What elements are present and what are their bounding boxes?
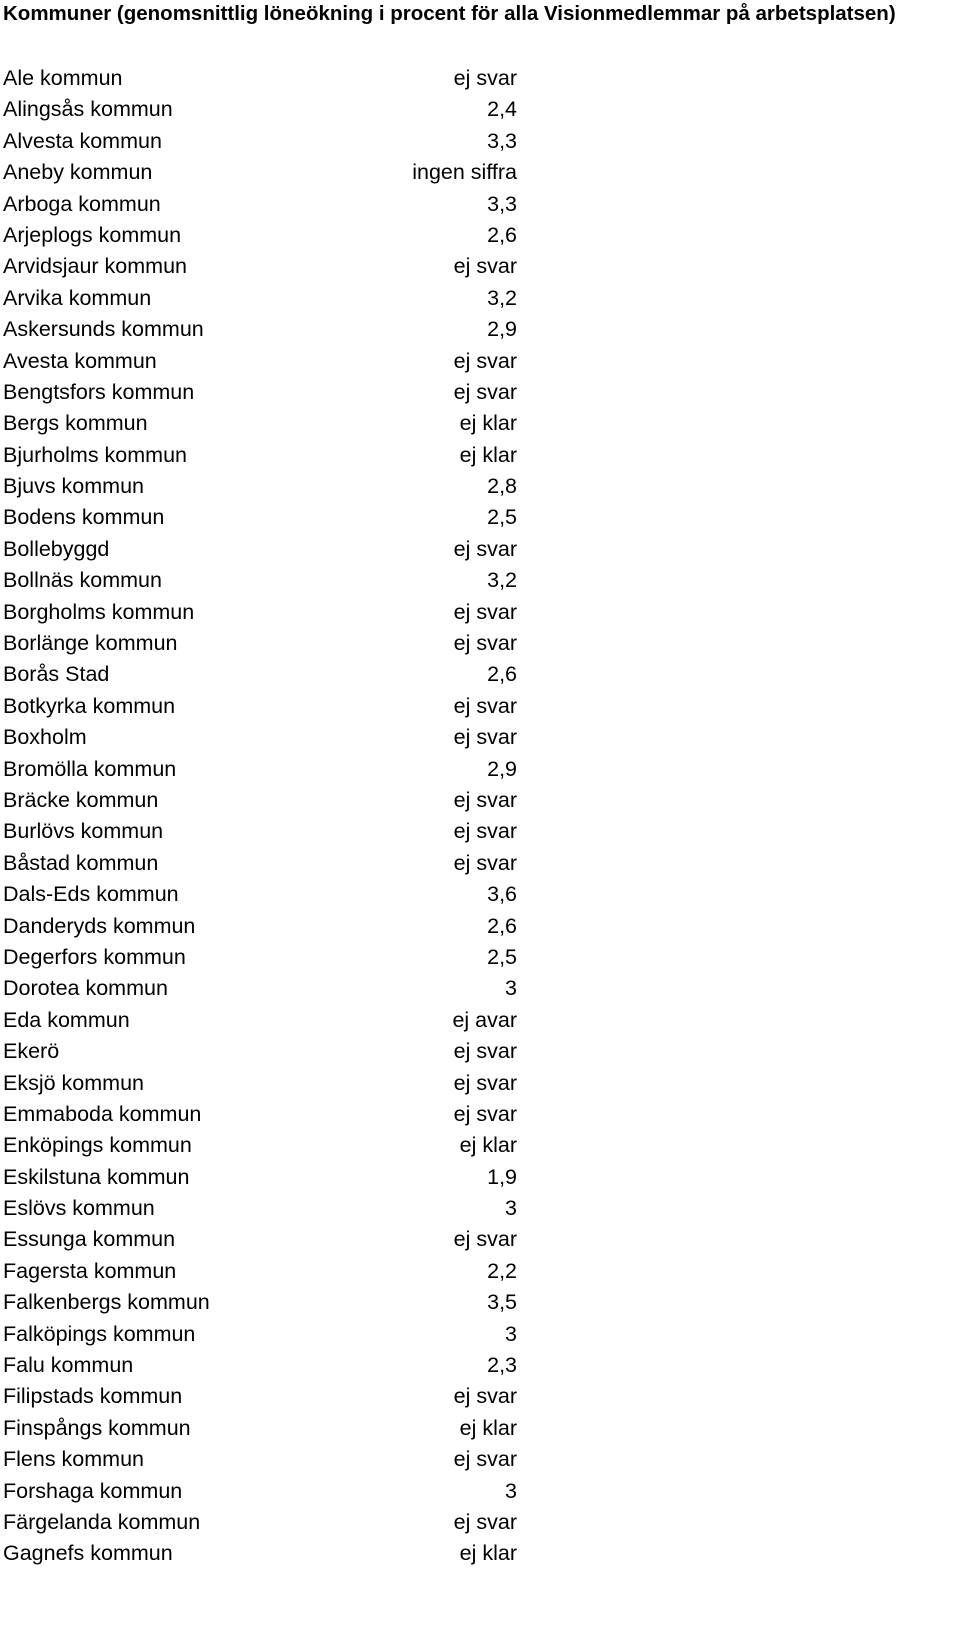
list-item [0,755,520,786]
list-item [0,723,520,754]
municipality-name: Eskilstuna kommun [3,1164,190,1189]
list-item [0,1069,520,1100]
municipality-name: Bodens kommun [3,505,165,530]
municipality-name: Botkyrka kommun [3,693,176,718]
salary-increase-value: ej klar [459,442,517,467]
salary-increase-value: 3 [505,1478,517,1503]
municipality-name: Arvidsjaur kommun [3,254,187,279]
salary-increase-value: ej svar [453,1384,517,1409]
list-item [0,1100,520,1131]
salary-increase-value: 2,3 [487,1353,517,1378]
list-item [0,629,520,660]
list-item [0,1477,520,1508]
municipality-name: Arjeplogs kommun [3,222,182,247]
salary-increase-value: 3 [505,1196,517,1221]
list-item [0,503,520,534]
salary-increase-value: ej klar [459,1541,517,1566]
salary-increase-value: 2,6 [487,222,517,247]
municipality-name: Ekerö [3,1039,60,1064]
list-item [0,315,520,346]
list-item [0,221,520,252]
list-item [0,1163,520,1194]
salary-increase-value: 2,2 [487,1258,517,1283]
municipality-name: Bollebyggd [3,536,110,561]
list-item [0,786,520,817]
list-item [0,1382,520,1413]
municipality-name: Fagersta kommun [3,1258,177,1283]
municipality-name: Boxholm [3,725,87,750]
salary-increase-value: 3,5 [487,1290,517,1315]
salary-increase-value: ingen siffra [412,160,517,185]
municipality-name: Dorotea kommun [3,976,168,1001]
municipality-name: Falkenbergs kommun [3,1290,210,1315]
list-item [0,692,520,723]
salary-increase-value: ej svar [453,1227,517,1252]
municipality-name: Bergs kommun [3,411,148,436]
salary-increase-value: ej svar [453,536,517,561]
municipality-name: Arboga kommun [3,191,161,216]
municipality-name: Bjurholms kommun [3,442,187,467]
salary-increase-value: ej svar [453,66,517,90]
salary-increase-value: ej svar [453,1101,517,1126]
municipality-list [0,64,520,1571]
list-item [0,598,520,629]
list-item [0,849,520,880]
municipality-name: Ale kommun [3,66,123,90]
salary-increase-value: 2,6 [487,913,517,938]
salary-increase-value: 2,6 [487,662,517,687]
municipality-name: Emmaboda kommun [3,1101,202,1126]
salary-increase-value: ej svar [453,348,517,373]
municipality-name: Eslövs kommun [3,1196,155,1221]
list-item [0,252,520,283]
list-item [0,1445,520,1476]
municipality-name: Gagnefs kommun [3,1541,173,1566]
list-item [0,472,520,503]
salary-increase-value: 2,4 [487,97,517,122]
municipality-name: Bengtsfors kommun [3,379,195,404]
salary-increase-value: ej svar [453,819,517,844]
municipality-name: Falu kommun [3,1353,134,1378]
municipality-name: Bräcke kommun [3,787,159,812]
list-item [0,943,520,974]
municipality-name: Aneby kommun [3,160,153,185]
salary-increase-value: 2,5 [487,505,517,530]
salary-increase-value: 3 [505,1321,517,1346]
municipality-name: Alvesta kommun [3,128,162,153]
salary-increase-value: ej svar [453,1070,517,1095]
municipality-name: Forshaga kommun [3,1478,183,1503]
list-item [0,912,520,943]
municipality-name: Alingsås kommun [3,97,173,122]
list-item [0,1320,520,1351]
salary-increase-value: ej svar [453,1447,517,1472]
salary-increase-value: 3,2 [487,568,517,593]
list-item [0,817,520,848]
municipality-name: Bromölla kommun [3,756,177,781]
municipality-name: Enköpings kommun [3,1133,192,1158]
document-title: Kommuner (genomsnittlig löneökning i procent för alla Visionmedlemmar på arbetsplatsen) [3,2,896,25]
list-item [0,409,520,440]
salary-increase-value: 1,9 [487,1164,517,1189]
salary-increase-value: 2,5 [487,944,517,969]
municipality-name: Borås Stad [3,662,110,687]
municipality-name: Arvika kommun [3,285,152,310]
salary-increase-value: ej svar [453,1039,517,1064]
salary-increase-value: ej klar [459,1133,517,1158]
list-item [0,1131,520,1162]
list-item [0,1257,520,1288]
municipality-name: Degerfors kommun [3,944,186,969]
salary-increase-value: ej svar [453,1509,517,1534]
list-item [0,347,520,378]
list-item [0,1351,520,1382]
list-item [0,158,520,189]
salary-increase-value: 3 [505,976,517,1001]
salary-increase-value: ej svar [453,631,517,656]
list-item [0,1006,520,1037]
salary-increase-value: ej svar [453,693,517,718]
salary-increase-value: ej svar [453,850,517,875]
list-item [0,1194,520,1225]
municipality-name: Bollnäs kommun [3,568,162,593]
municipality-name: Båstad kommun [3,850,159,875]
list-item [0,535,520,566]
salary-increase-value: 3,3 [487,191,517,216]
municipality-name: Dals-Eds kommun [3,882,179,907]
municipality-name: Bjuvs kommun [3,474,144,499]
salary-increase-value: ej svar [453,725,517,750]
municipality-name: Flens kommun [3,1447,144,1472]
list-item [0,1508,520,1539]
list-item [0,190,520,221]
salary-increase-value: ej svar [453,599,517,624]
salary-increase-value: 3,3 [487,128,517,153]
salary-increase-value: ej svar [453,379,517,404]
municipality-name: Danderyds kommun [3,913,196,938]
list-item [0,1288,520,1319]
municipality-name: Borgholms kommun [3,599,195,624]
salary-increase-value: ej klar [459,1415,517,1440]
municipality-name: Färgelanda kommun [3,1509,201,1534]
salary-increase-value: 2,9 [487,317,517,342]
municipality-name: Eksjö kommun [3,1070,144,1095]
salary-increase-value: ej svar [453,787,517,812]
municipality-name: Finspångs kommun [3,1415,191,1440]
salary-increase-value: 3,6 [487,882,517,907]
list-item [0,880,520,911]
salary-increase-value: 2,9 [487,756,517,781]
list-item [0,127,520,158]
list-item [0,284,520,315]
salary-increase-value: ej avar [452,1007,517,1032]
municipality-name: Burlövs kommun [3,819,164,844]
list-item [0,378,520,409]
list-item [0,1414,520,1445]
municipality-name: Essunga kommun [3,1227,176,1252]
municipality-name: Falköpings kommun [3,1321,196,1346]
list-item [0,974,520,1005]
list-item [0,1225,520,1256]
list-item [0,441,520,472]
salary-increase-value: 3,2 [487,285,517,310]
list-item [0,95,520,126]
list-item [0,566,520,597]
list-item [0,660,520,691]
salary-increase-value: ej klar [459,411,517,436]
salary-increase-value: ej svar [453,254,517,279]
municipality-name: Avesta kommun [3,348,157,373]
list-item [0,64,520,95]
municipality-name: Borlänge kommun [3,631,178,656]
municipality-name: Filipstads kommun [3,1384,183,1409]
list-item [0,1539,520,1570]
list-item [0,1037,520,1068]
municipality-name: Askersunds kommun [3,317,204,342]
municipality-name: Eda kommun [3,1007,130,1032]
salary-increase-value: 2,8 [487,474,517,499]
